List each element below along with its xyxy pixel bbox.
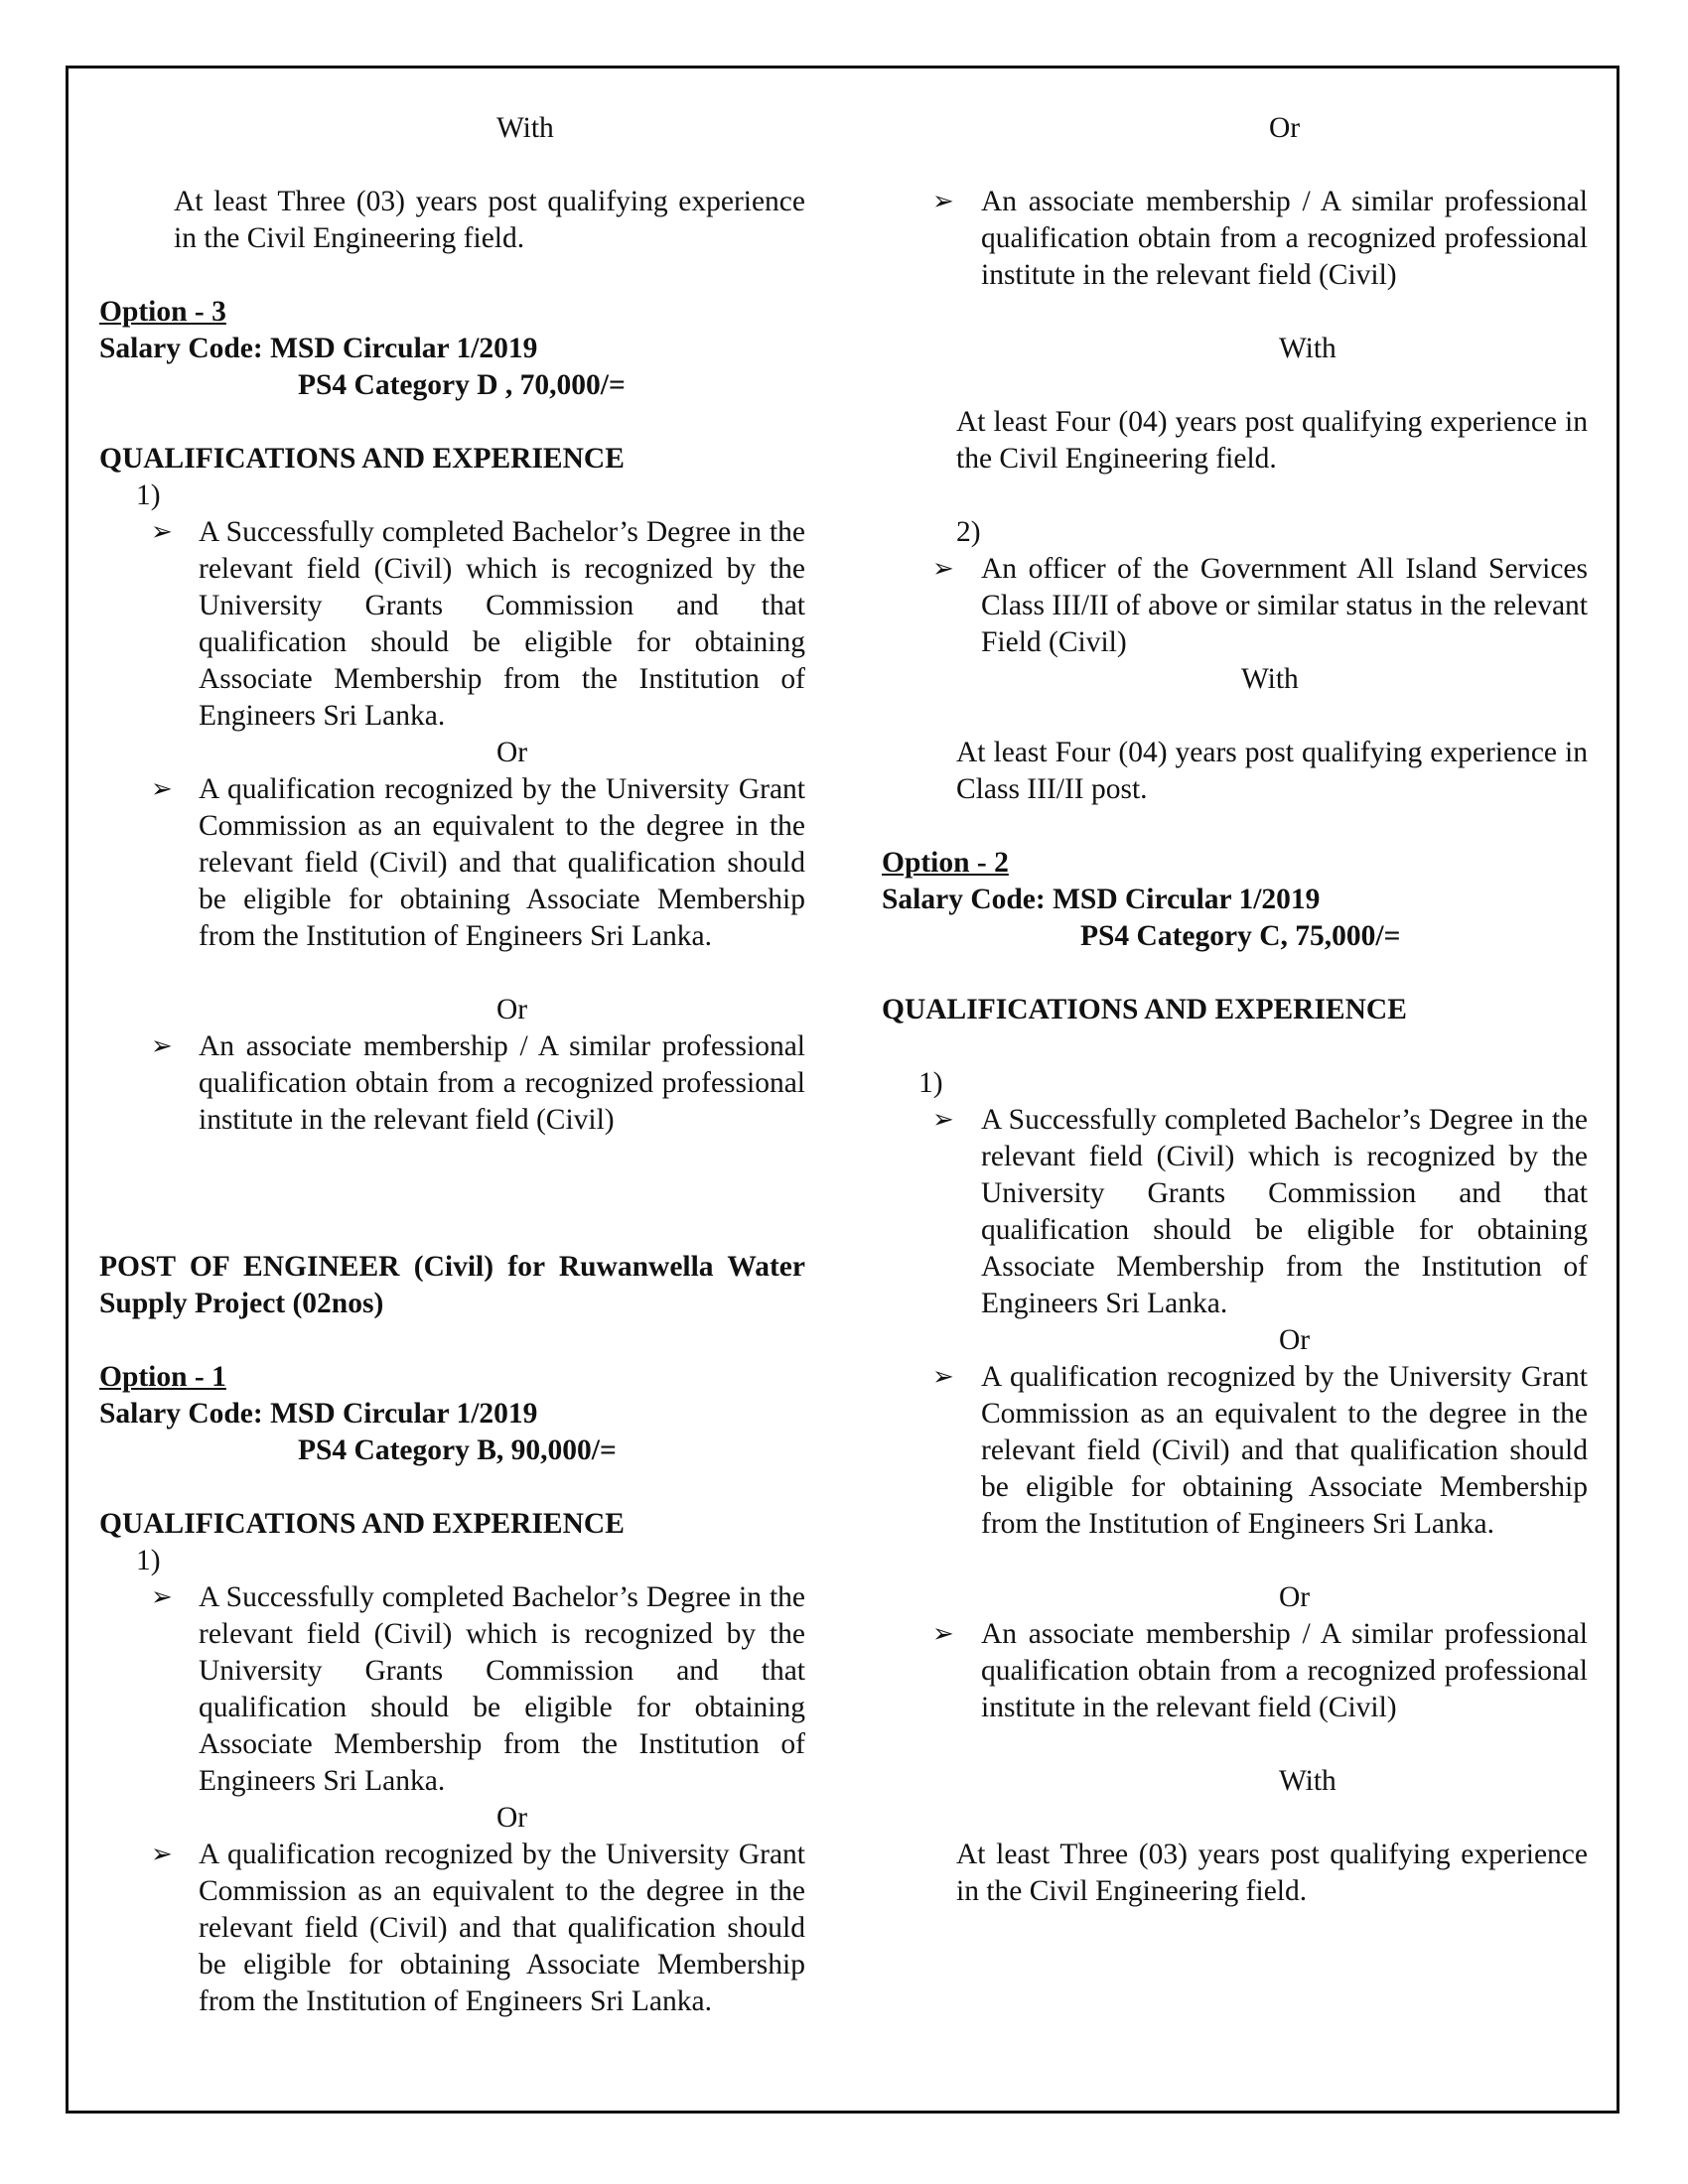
- bullet-text: A Successfully completed Bachelor’s Degree in the relevant field (Civil) which is recognized by the University Grants Commission and that qualification should be eligible for obtaining Associate Membership from the Institution of Engineers Sri Lanka.: [199, 1581, 805, 1797]
- bullet-text: An associate membership / A similar professional qualification obtain from a recognized professional institute in the relevant field (Civil): [981, 1618, 1588, 1723]
- arrow-bullet-icon: ➢: [151, 774, 173, 804]
- bullet-text: An associate membership / A similar professional qualification obtain from a recognized professional institute in the relevant field (Civil): [981, 186, 1588, 291]
- qualifications-heading: QUALIFICATIONS AND EXPERIENCE: [99, 1508, 625, 1540]
- or-label: Or: [1279, 1581, 1311, 1613]
- option-2-heading: Option - 2: [882, 847, 1009, 879]
- or-label: Or: [496, 994, 528, 1025]
- bullet-text: An officer of the Government All Island Services Class III/II of above or similar status in the relevant Field (Civil): [981, 553, 1588, 658]
- arrow-bullet-icon: ➢: [151, 1840, 173, 1869]
- post-title: POST OF ENGINEER (Civil) for Ruwanwella Water Supply Project (02nos): [99, 1251, 805, 1319]
- bullet-text: A qualification recognized by the University Grant Commission as an equivalent to the degree in the relevant field (Civil) and that qualification should be eligible for obtaining Associate Membership from the Institution of Engineers Sri Lanka.: [199, 773, 805, 952]
- arrow-bullet-icon: ➢: [932, 187, 954, 216]
- qualifications-heading: QUALIFICATIONS AND EXPERIENCE: [882, 994, 1407, 1025]
- bullet-text: A Successfully completed Bachelor’s Degree in the relevant field (Civil) which is recognized by the University Grants Commission and that qualification should be eligible for obtaining Associate Membership from the Institution of Engineers Sri Lanka.: [199, 516, 805, 732]
- or-label: Or: [1279, 1324, 1311, 1356]
- with-label: With: [496, 112, 554, 144]
- salary-code: Salary Code: MSD Circular 1/2019: [882, 884, 1321, 915]
- salary-code: Salary Code: MSD Circular 1/2019: [99, 333, 538, 364]
- or-label: Or: [496, 737, 528, 768]
- arrow-bullet-icon: ➢: [151, 1582, 173, 1612]
- salary-category: PS4 Category D , 70,000/=: [298, 369, 626, 401]
- item-number: 1): [136, 479, 161, 511]
- with-label: With: [1279, 333, 1336, 364]
- arrow-bullet-icon: ➢: [151, 1031, 173, 1061]
- or-label: Or: [1269, 112, 1301, 144]
- arrow-bullet-icon: ➢: [932, 1362, 954, 1392]
- qualifications-heading: QUALIFICATIONS AND EXPERIENCE: [99, 443, 625, 475]
- bullet-text: A qualification recognized by the University Grant Commission as an equivalent to the degree in the relevant field (Civil) and that qualification should be eligible for obtaining Associate Membership from the Institution of Engineers Sri Lanka.: [199, 1839, 805, 2017]
- salary-category: PS4 Category B, 90,000/=: [298, 1434, 617, 1466]
- bullet-text: An associate membership / A similar professional qualification obtain from a recognized professional institute in the relevant field (Civil): [199, 1030, 805, 1136]
- experience-text: At least Four (04) years post qualifying experience in the Civil Engineering field.: [956, 406, 1588, 475]
- arrow-bullet-icon: ➢: [932, 554, 954, 584]
- item-number: 1): [918, 1067, 943, 1099]
- arrow-bullet-icon: ➢: [932, 1619, 954, 1649]
- with-label: With: [1241, 663, 1299, 695]
- bullet-text: A Successfully completed Bachelor’s Degree in the relevant field (Civil) which is recognized by the University Grants Commission and that qualification should be eligible for obtaining Associate Membership from the Institution of Engineers Sri Lanka.: [981, 1104, 1588, 1319]
- salary-category: PS4 Category C, 75,000/=: [1080, 920, 1401, 952]
- arrow-bullet-icon: ➢: [151, 517, 173, 547]
- item-number: 1): [136, 1545, 161, 1576]
- experience-text: At least Three (03) years post qualifying experience in the Civil Engineering field.: [174, 186, 805, 254]
- experience-text: At least Three (03) years post qualifying experience in the Civil Engineering field.: [956, 1839, 1588, 1907]
- bullet-text: A qualification recognized by the University Grant Commission as an equivalent to the degree in the relevant field (Civil) and that qualification should be eligible for obtaining Associate Membership from the Institution of Engineers Sri Lanka.: [981, 1361, 1588, 1540]
- item-number: 2): [956, 516, 981, 548]
- option-3-heading: Option - 3: [99, 296, 226, 328]
- arrow-bullet-icon: ➢: [932, 1105, 954, 1135]
- with-label: With: [1279, 1765, 1336, 1797]
- or-label: Or: [496, 1802, 528, 1834]
- experience-text: At least Four (04) years post qualifying experience in Class III/II post.: [956, 737, 1588, 805]
- salary-code: Salary Code: MSD Circular 1/2019: [99, 1398, 538, 1430]
- option-1-heading: Option - 1: [99, 1361, 226, 1393]
